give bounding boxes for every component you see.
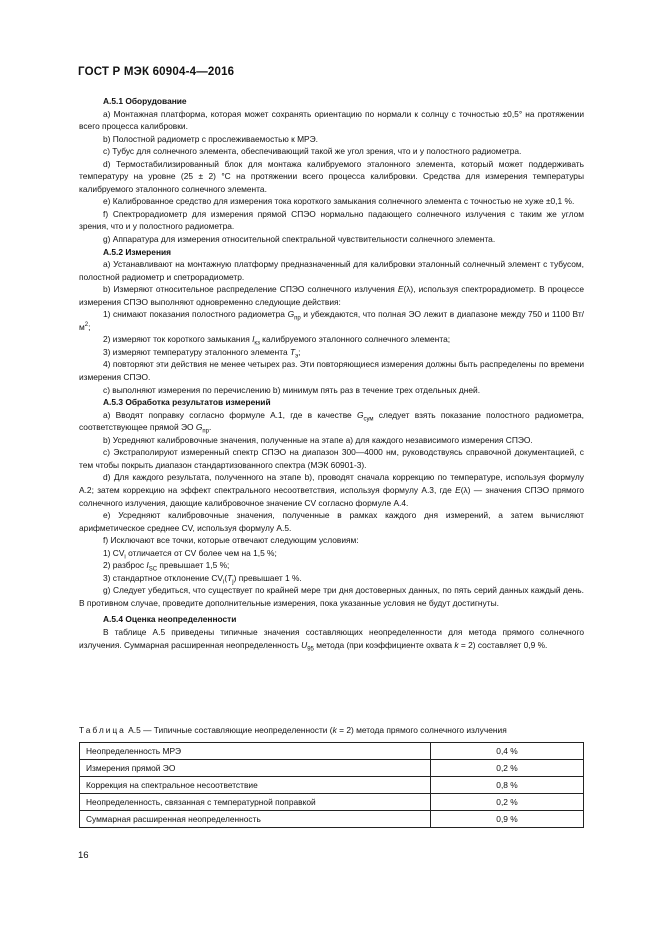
table-row xyxy=(80,794,584,811)
section-heading-processing: А.5.3 Обработка результатов измерений xyxy=(103,397,271,408)
table-cell-value: 0,2 % xyxy=(431,760,584,777)
table-cell-value: 0,9 % xyxy=(431,811,584,828)
table-row xyxy=(80,811,584,828)
uncertainty-table xyxy=(79,742,584,828)
list-item: 1) снимают показания полостного радиометра $G_{пр}$ и убеждаются, что полная ЭО лежит в диапазоне между 750 и 1100 $Вт/м^2$; xyxy=(79,309,584,332)
paragraph: c) Экстраполируют измеренный спектр СПЭО на диапазон 300—4000 нм, руководствуясь справочной документацией, с тем чтобы покрыть диапазон стандартизованного спектра (МЭК 60901-3). xyxy=(79,447,584,470)
table-cell-value: 0,2 % xyxy=(431,794,584,811)
table-row xyxy=(80,777,584,794)
table-cell-label: Суммарная расширенная неопределенность xyxy=(80,811,431,828)
section-heading-equipment: А.5.1 Оборудование xyxy=(103,96,187,106)
list-item: 2) разброс $I_{SC}$ превышает 1,5 %; xyxy=(103,560,230,573)
paragraph: В таблице А.5 приведены типичные значения составляющих неопределенности для метода прямого солнечного излучения. Суммарная расширенная неопределенность $U_{95}$ метода (при коэффициенте охвата k = 2) составляет 0,9 %. xyxy=(79,626,584,653)
table-row xyxy=(80,743,584,760)
paragraph: g) Аппаратура для измерения относительной спектральной чувствительности солнечного элемента. xyxy=(103,234,496,245)
list-item: 2) измеряют ток короткого замыкания $I_{кз}$ калибруемого эталонного солнечного элемента; xyxy=(103,334,451,348)
paragraph: e) Калиброванное средство для измерения тока короткого замыкания солнечного элемента с точностью не хуже ±0,1 %. xyxy=(103,196,575,207)
table-cell-label: Неопределенность, связанная с температурной поправкой xyxy=(80,794,431,811)
paragraph: f) Спектрорадиометр для измерения прямой СПЭО нормально падающего солнечного излучения с таким же углом зрения, что и у полостного радиометра. xyxy=(79,208,584,232)
table-row xyxy=(80,760,584,777)
paragraph: a) Вводят поправку согласно формуле А.1, где в качестве $G_{сум}$ следует взять показание полостного радиометра, соответствующее прямой ЭО $G_{пр}$. xyxy=(79,409,585,435)
table-cell-value: 0,4 % xyxy=(431,743,584,760)
table-cell-label: Неопределенность МРЭ xyxy=(80,743,431,760)
page-number: 16 xyxy=(78,850,89,861)
paragraph: а) Монтажная платформа, которая может сохранять ориентацию по нормали к солнцу с точностью ±0,5° на протяжении всего процесса калибровки. xyxy=(79,108,584,132)
section-heading-measurements: А.5.2 Измерения xyxy=(103,246,172,257)
paragraph: g) Следует убедиться, что существует по крайней мере три дня достоверных данных, по пять серий данных каждый день. В противном случае, проведите дополнительные измерения, пока указанные условия не будут достигнуты. xyxy=(79,585,584,608)
paragraph: e) Усредняют калибровочные значения, полученные в рамках каждого дня измерений, а затем вычисляют арифметическое среднее CV, используя формулу А.5. xyxy=(79,510,584,533)
document-header: ГОСТ Р МЭК 60904-4—2016 xyxy=(78,66,235,78)
paragraph: d) Для каждого результата, полученного на этапе b), проводят сначала коррекцию по температуре, используя формулу А.2; затем коррекцию на эффект спектрального несоответствия, используя формулу А.3, где E(λ) — значения СПЭО прямого солнечного излучения, дающие калибровочное значение CV согласно формуле А.4. xyxy=(79,472,584,508)
table-cell-value: 0,8 % xyxy=(431,777,584,794)
paragraph: f) Исключают все точки, которые отвечают следующим условиям: xyxy=(103,535,359,546)
paragraph: c) выполняют измерения по перечислению b) минимум пять раз в течение трех отдельных дней. xyxy=(103,384,481,395)
document-body xyxy=(79,95,584,651)
paragraph: c) Тубус для солнечного элемента, обеспечивающий такой же угол зрения, что и у полостного радиометра. xyxy=(103,146,522,157)
paragraph: d) Термостабилизированный блок для монтажа калибруемого эталонного элемента, который может поддерживать температуру на уровне (25 ± 2) °С на протяжении всего процесса калибровки. Средства для измерения температуры калибруемого эталонного солнечного элемента. xyxy=(79,158,584,194)
list-item: 1) $CV_i$ отличается от CV более чем на 1,5 %; xyxy=(103,547,277,561)
table-caption: Таблица А.5 — Типичные составляющие неопределенности (k = 2) метода прямого солнечного излучения xyxy=(79,725,507,735)
paragraph: b) Измеряют относительное распределение СПЭО солнечного излучения E(λ), используя спектрорадиометр. В процессе измерения СПЭО выполняют одновременно следующие действия: xyxy=(79,284,585,307)
table-cell-label: Измерения прямой ЭО xyxy=(80,760,431,777)
paragraph: b) Усредняют калибровочные значения, полученные на этапе а) для каждого независимого измерения СПЭО. xyxy=(103,434,533,445)
list-item: 3) стандартное отклонение $CV_i(T_j)$ превышает 1 %. xyxy=(103,572,302,586)
list-item: 3) измеряют температуру эталонного элемента $T_э$; xyxy=(103,346,301,360)
paragraph: b) Полостной радиометр с прослеживаемостью к МРЭ. xyxy=(103,133,318,144)
paragraph: a) Устанавливают на монтажную платформу предназначенный для калибровки эталонный солнечный элемент с тубусом, полостной радиометр и спетрорадиометр. xyxy=(79,259,584,282)
list-item: 4) повторяют эти действия не менее четырех раз. Эти повторяющиеся измерения должны быть распределены по времени измерения СПЭО. xyxy=(79,359,584,383)
section-heading-uncertainty: А.5.4 Оценка неопределенности xyxy=(103,614,237,625)
table-cell-label: Коррекция на спектральное несоответствие xyxy=(80,777,431,794)
